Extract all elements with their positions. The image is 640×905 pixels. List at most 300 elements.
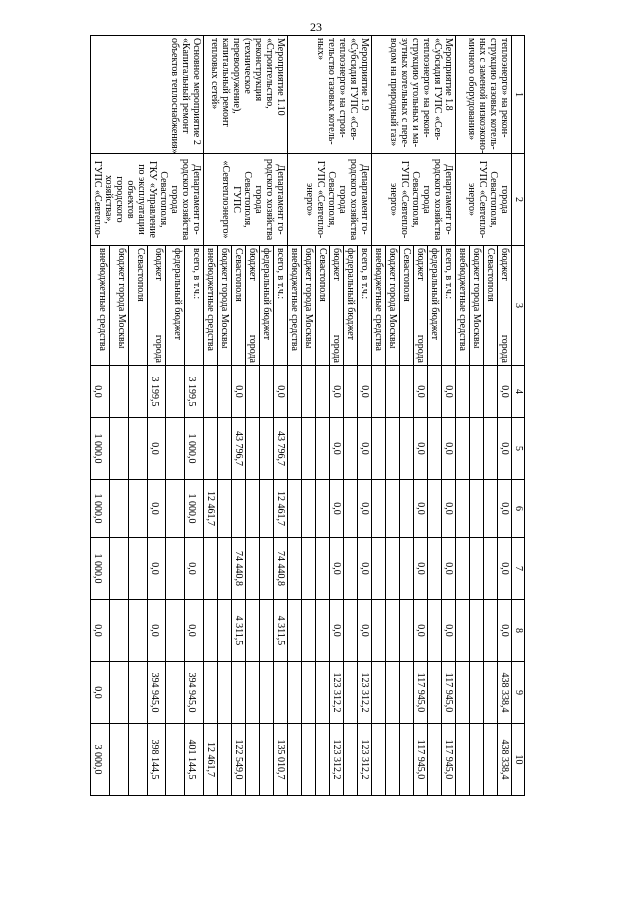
measure-name-line: Мероприятие 1.9 xyxy=(359,38,370,111)
measure-name-line: тепловых сетей» xyxy=(209,38,220,110)
table-row xyxy=(358,36,372,796)
funding-source-line xyxy=(331,248,342,363)
value-cell xyxy=(456,366,470,418)
funding-source-text: бюджет города Москвы xyxy=(219,248,230,349)
value-cell xyxy=(316,724,330,796)
executor-line: энерго» xyxy=(466,183,477,216)
executor-line: городского xyxy=(114,176,125,223)
value-cell xyxy=(260,538,274,600)
executor-line: Департамент го- xyxy=(359,164,370,235)
funding-source-cell xyxy=(372,246,386,366)
funding-source-word: города xyxy=(153,334,165,363)
value-cell xyxy=(274,662,288,724)
value-cell: 0,0 xyxy=(185,600,204,662)
executor-line: по эксплуатации xyxy=(136,164,147,235)
value-cell: 0,0 xyxy=(498,538,512,600)
value-cell xyxy=(400,418,414,480)
value-cell xyxy=(260,600,274,662)
value-cell: 43 796,7 xyxy=(232,418,246,480)
value-cell xyxy=(470,662,484,724)
value-cell xyxy=(316,418,330,480)
value-cell xyxy=(470,600,484,662)
funding-source-cell xyxy=(218,246,232,366)
value-cell xyxy=(204,538,218,600)
value-cell: 0,0 xyxy=(358,418,372,480)
value-cell: 394 945,0 xyxy=(185,662,204,724)
funding-source-cell xyxy=(109,246,128,366)
value-cell xyxy=(218,366,232,418)
value-cell xyxy=(109,662,128,724)
table-row xyxy=(274,36,288,796)
executor-line: ГКУ «Управление xyxy=(147,161,158,238)
value-cell xyxy=(386,600,400,662)
value-cell: 0,0 xyxy=(442,538,456,600)
measure-name-line: Мероприятие 1.10 xyxy=(275,38,286,116)
executor-line: города xyxy=(337,185,348,214)
header-cell: 10 xyxy=(512,724,525,796)
value-cell xyxy=(470,724,484,796)
header-cell: 6 xyxy=(512,480,525,538)
value-cell xyxy=(288,662,302,724)
funding-source-cell xyxy=(442,246,456,366)
funding-source-word: города xyxy=(415,334,426,363)
funding-source-text: внебюджетные средства xyxy=(373,248,384,351)
measure-name-line: реконструкция xyxy=(253,38,264,102)
value-cell xyxy=(372,538,386,600)
value-cell xyxy=(204,366,218,418)
funding-source-text: федеральный бюджет xyxy=(261,248,272,341)
funding-source-text: внебюджетные средства xyxy=(96,248,108,351)
executor-line: ГУПС «Севтепло- xyxy=(92,160,103,239)
funding-source-text: внебюджетные средства xyxy=(457,248,468,351)
funding-source-word: города xyxy=(247,334,258,363)
executor-line: Севастополя, xyxy=(326,171,337,228)
value-cell xyxy=(288,480,302,538)
funding-source-line xyxy=(247,248,258,363)
value-cell: 0,0 xyxy=(274,366,288,418)
funding-source-cell xyxy=(128,246,147,366)
value-cell xyxy=(166,418,185,480)
value-cell xyxy=(246,538,260,600)
value-cell: 1 000,0 xyxy=(91,480,110,538)
executor-line: Департамент го- xyxy=(275,164,286,235)
value-cell: 43 796,7 xyxy=(274,418,288,480)
value-cell xyxy=(344,366,358,418)
value-cell xyxy=(386,538,400,600)
value-cell: 0,0 xyxy=(358,600,372,662)
funding-source-text: федеральный бюджет xyxy=(429,248,440,341)
value-cell xyxy=(386,480,400,538)
value-cell xyxy=(260,724,274,796)
executor-line: Севастополя, xyxy=(488,171,499,228)
value-cell: 0,0 xyxy=(232,366,246,418)
value-cell xyxy=(204,662,218,724)
measure-name-cell xyxy=(91,36,204,154)
value-cell: 12 461,7 xyxy=(204,480,218,538)
value-cell xyxy=(372,662,386,724)
funding-source-cell xyxy=(484,246,498,366)
header-cell: 2 xyxy=(512,154,525,246)
value-cell xyxy=(302,418,316,480)
value-cell xyxy=(428,724,442,796)
value-cell xyxy=(288,600,302,662)
value-cell: 0,0 xyxy=(358,538,372,600)
value-cell xyxy=(316,366,330,418)
header-cell: 3 xyxy=(512,246,525,366)
value-cell xyxy=(344,480,358,538)
value-cell: 1 000,0 xyxy=(91,538,110,600)
value-cell xyxy=(109,480,128,538)
value-cell xyxy=(400,538,414,600)
measure-name-line: тельство газовых котель- xyxy=(326,38,337,145)
value-cell: 0,0 xyxy=(330,366,344,418)
funding-source-cell xyxy=(330,246,344,366)
value-cell xyxy=(128,366,147,418)
value-cell: 12 461,7 xyxy=(204,724,218,796)
value-cell xyxy=(246,366,260,418)
funding-source-text: Севастополя xyxy=(134,248,146,302)
funding-source-cell xyxy=(246,246,260,366)
value-cell xyxy=(428,480,442,538)
value-cell xyxy=(400,366,414,418)
value-cell xyxy=(428,366,442,418)
value-cell: 122 549,0 xyxy=(232,724,246,796)
funding-source-cell xyxy=(470,246,484,366)
value-cell: 0,0 xyxy=(498,600,512,662)
header-cell: 5 xyxy=(512,418,525,480)
value-cell: 117 945,0 xyxy=(414,724,428,796)
measure-name-cell xyxy=(456,36,512,154)
value-cell xyxy=(344,538,358,600)
value-cell xyxy=(428,600,442,662)
value-cell xyxy=(166,480,185,538)
value-cell xyxy=(484,600,498,662)
value-cell xyxy=(260,662,274,724)
funding-source-cell xyxy=(400,246,414,366)
funding-source-text: Севастополя xyxy=(485,248,496,302)
funding-source-text: Севастополя xyxy=(401,248,412,302)
value-cell xyxy=(470,366,484,418)
value-cell xyxy=(128,662,147,724)
value-cell xyxy=(484,724,498,796)
value-cell: 1 000,0 xyxy=(185,418,204,480)
funding-source-cell xyxy=(316,246,330,366)
funding-source-cell xyxy=(344,246,358,366)
funding-source-line xyxy=(415,248,426,363)
funding-source-text: федеральный бюджет xyxy=(345,248,356,341)
value-cell: 0,0 xyxy=(185,538,204,600)
funding-source-word: бюджет xyxy=(247,248,258,281)
value-cell xyxy=(109,724,128,796)
measure-name-line: теплоэнерго» на рекон- xyxy=(421,38,432,138)
funding-source-text: Севастополя xyxy=(233,248,244,302)
value-cell xyxy=(484,662,498,724)
funding-source-cell xyxy=(166,246,185,366)
funding-source-text: внебюджетные средства xyxy=(205,248,216,351)
value-cell xyxy=(109,366,128,418)
value-cell xyxy=(316,480,330,538)
measure-name-line: мичного оборудования» xyxy=(466,38,477,141)
value-cell xyxy=(484,366,498,418)
value-cell: 0,0 xyxy=(442,600,456,662)
value-cell xyxy=(128,480,147,538)
budget-table-container xyxy=(92,35,525,795)
executor-line: Департамент го- xyxy=(191,164,202,235)
value-cell: 0,0 xyxy=(498,366,512,418)
value-cell xyxy=(166,600,185,662)
value-cell xyxy=(246,662,260,724)
measure-name-line: «Строительство, xyxy=(264,38,275,109)
value-cell xyxy=(428,662,442,724)
value-cell: 117 945,0 xyxy=(442,724,456,796)
value-cell: 135 010,7 xyxy=(274,724,288,796)
value-cell xyxy=(260,366,274,418)
funding-source-word: бюджет xyxy=(153,248,165,281)
rotated-table-frame xyxy=(92,35,525,795)
value-cell: 438 338,4 xyxy=(498,724,512,796)
measure-name-line: теплоэнерго» на строи- xyxy=(337,38,348,138)
value-cell xyxy=(316,662,330,724)
value-cell xyxy=(109,538,128,600)
budget-table xyxy=(90,35,525,796)
funding-source-cell xyxy=(358,246,372,366)
executor-line: хозяйства», xyxy=(103,175,114,224)
value-cell xyxy=(246,418,260,480)
value-cell xyxy=(302,600,316,662)
funding-source-cell xyxy=(288,246,302,366)
value-cell xyxy=(166,538,185,600)
executor-line: города xyxy=(169,185,180,214)
value-cell xyxy=(218,662,232,724)
executor-line: города xyxy=(253,185,264,214)
funding-source-cell xyxy=(456,246,470,366)
funding-source-word: города xyxy=(499,334,510,363)
value-cell: 117 945,0 xyxy=(442,662,456,724)
value-cell xyxy=(400,662,414,724)
funding-source-text: бюджет города Москвы xyxy=(115,248,127,349)
funding-source-cell xyxy=(232,246,246,366)
value-cell: 117 945,0 xyxy=(414,662,428,724)
funding-source-cell xyxy=(185,246,204,366)
value-cell xyxy=(386,418,400,480)
value-cell xyxy=(344,724,358,796)
value-cell xyxy=(316,600,330,662)
value-cell xyxy=(400,600,414,662)
value-cell xyxy=(166,724,185,796)
measure-name-line: «Капитальный ремонт xyxy=(180,38,191,134)
value-cell: 74 440,8 xyxy=(274,538,288,600)
value-cell: 0,0 xyxy=(91,662,110,724)
value-cell: 0,0 xyxy=(330,480,344,538)
value-cell: 398 144,5 xyxy=(147,724,166,796)
value-cell: 0,0 xyxy=(414,366,428,418)
value-cell: 12 461,7 xyxy=(274,480,288,538)
funding-source-cell xyxy=(428,246,442,366)
value-cell xyxy=(428,538,442,600)
value-cell xyxy=(128,724,147,796)
executor-line: объектов xyxy=(125,180,136,219)
value-cell: 0,0 xyxy=(330,418,344,480)
value-cell xyxy=(470,538,484,600)
executor-cell xyxy=(288,154,372,246)
value-cell xyxy=(246,480,260,538)
executor-line: Севастополя, xyxy=(242,171,253,228)
header-cell: 9 xyxy=(512,662,525,724)
value-cell: 0,0 xyxy=(147,480,166,538)
value-cell xyxy=(166,662,185,724)
value-cell: 4 311,5 xyxy=(274,600,288,662)
value-cell xyxy=(302,366,316,418)
value-cell xyxy=(372,366,386,418)
value-cell: 0,0 xyxy=(91,366,110,418)
funding-source-text: всего, в т.ч.: xyxy=(443,248,454,300)
executor-line: города xyxy=(421,185,432,214)
executor-line: родского хозяйства xyxy=(348,158,359,241)
value-cell xyxy=(232,480,246,538)
value-cell xyxy=(128,418,147,480)
value-cell: 3 199,5 xyxy=(147,366,166,418)
value-cell xyxy=(218,600,232,662)
value-cell xyxy=(372,418,386,480)
executor-line: энерго» xyxy=(388,183,399,216)
executor-line: Севастополя, xyxy=(410,171,421,228)
funding-source-word: бюджет xyxy=(331,248,342,281)
value-cell: 1 000,0 xyxy=(91,418,110,480)
funding-source-text: внебюджетные средства xyxy=(289,248,300,351)
table-row xyxy=(498,36,512,796)
measure-name-line: (техническое xyxy=(242,38,253,94)
value-cell: 438 338,4 xyxy=(498,662,512,724)
value-cell: 0,0 xyxy=(358,366,372,418)
value-cell xyxy=(400,724,414,796)
value-cell: 0,0 xyxy=(91,600,110,662)
value-cell xyxy=(218,724,232,796)
measure-name-line: струкцию газовых котель- xyxy=(488,38,499,150)
value-cell xyxy=(302,480,316,538)
value-cell: 123 312,2 xyxy=(330,662,344,724)
funding-source-cell xyxy=(91,246,110,366)
funding-source-text: Севастополя xyxy=(317,248,328,302)
value-cell: 123 312,2 xyxy=(358,724,372,796)
header-cell: 7 xyxy=(512,538,525,600)
executor-line: Департамент го- xyxy=(443,164,454,235)
measure-name-line: «Субсидия ГУПС «Сев- xyxy=(432,38,443,141)
value-cell: 401 144,5 xyxy=(185,724,204,796)
funding-source-cell xyxy=(302,246,316,366)
executor-line: ГУПС «Севтепло- xyxy=(399,160,410,239)
value-cell xyxy=(456,538,470,600)
value-cell xyxy=(344,600,358,662)
value-cell xyxy=(166,366,185,418)
value-cell: 394 945,0 xyxy=(147,662,166,724)
value-cell xyxy=(218,480,232,538)
funding-source-text: федеральный бюджет xyxy=(172,248,184,341)
value-cell: 0,0 xyxy=(498,418,512,480)
funding-source-line xyxy=(499,248,510,363)
value-cell xyxy=(109,418,128,480)
header-cell: 4 xyxy=(512,366,525,418)
value-cell xyxy=(456,418,470,480)
executor-line: родского хозяйства xyxy=(264,158,275,241)
executor-line: ГУПС «Севтепло- xyxy=(315,160,326,239)
value-cell xyxy=(109,600,128,662)
value-cell: 0,0 xyxy=(330,600,344,662)
funding-source-word: бюджет xyxy=(499,248,510,281)
value-cell: 0,0 xyxy=(330,538,344,600)
funding-source-text: всего, в т.ч.: xyxy=(275,248,286,300)
funding-source-word: города xyxy=(331,334,342,363)
value-cell xyxy=(456,480,470,538)
value-cell xyxy=(288,418,302,480)
executor-cell xyxy=(91,154,204,246)
value-cell xyxy=(128,600,147,662)
value-cell: 123 312,2 xyxy=(358,662,372,724)
executor-line: энерго» xyxy=(304,183,315,216)
value-cell xyxy=(260,480,274,538)
measure-name-cell xyxy=(204,36,288,154)
executor-line: ГУПС xyxy=(231,186,242,213)
value-cell: 0,0 xyxy=(358,480,372,538)
measure-name-line: ных» xyxy=(315,38,326,61)
value-cell xyxy=(128,538,147,600)
value-cell xyxy=(456,662,470,724)
value-cell: 0,0 xyxy=(442,418,456,480)
funding-source-cell xyxy=(147,246,166,366)
measure-name-cell xyxy=(372,36,456,154)
page-number: 23 xyxy=(310,20,322,34)
value-cell xyxy=(302,662,316,724)
value-cell xyxy=(456,600,470,662)
funding-source-cell xyxy=(260,246,274,366)
value-cell: 0,0 xyxy=(442,366,456,418)
funding-source-text: бюджет города Москвы xyxy=(303,248,314,349)
value-cell xyxy=(344,418,358,480)
measure-name-line: перевооружение), xyxy=(231,38,242,114)
funding-source-line xyxy=(153,248,164,363)
value-cell xyxy=(386,366,400,418)
funding-source-text: бюджет города Москвы xyxy=(387,248,398,349)
value-cell xyxy=(204,600,218,662)
measure-name-line: ных с заменой низкоэконо- xyxy=(477,38,488,154)
executor-line: «Севтеплоэнерго» xyxy=(220,160,231,239)
value-cell xyxy=(484,480,498,538)
value-cell xyxy=(456,724,470,796)
funding-source-word: бюджет xyxy=(415,248,426,281)
header-cell: 8 xyxy=(512,600,525,662)
funding-source-text: всего, в т.ч.: xyxy=(359,248,370,300)
value-cell xyxy=(344,662,358,724)
value-cell: 0,0 xyxy=(414,418,428,480)
value-cell: 0,0 xyxy=(442,480,456,538)
funding-source-text: всего, в т.ч.: xyxy=(191,248,202,300)
measure-name-line: водом на природный газ» xyxy=(388,38,399,147)
executor-line: родского хозяйства xyxy=(432,158,443,241)
value-cell xyxy=(288,724,302,796)
value-cell xyxy=(302,724,316,796)
value-cell: 0,0 xyxy=(414,480,428,538)
value-cell: 3 199,5 xyxy=(185,366,204,418)
value-cell xyxy=(316,538,330,600)
measure-name-line: струкцию угольных и ма- xyxy=(410,38,421,148)
executor-cell xyxy=(372,154,456,246)
executor-cell xyxy=(456,154,512,246)
measure-name-cell xyxy=(288,36,372,154)
funding-source-text: бюджет города Москвы xyxy=(471,248,482,349)
value-cell xyxy=(288,538,302,600)
value-cell: 0,0 xyxy=(147,538,166,600)
value-cell xyxy=(470,418,484,480)
table-row xyxy=(185,36,204,796)
